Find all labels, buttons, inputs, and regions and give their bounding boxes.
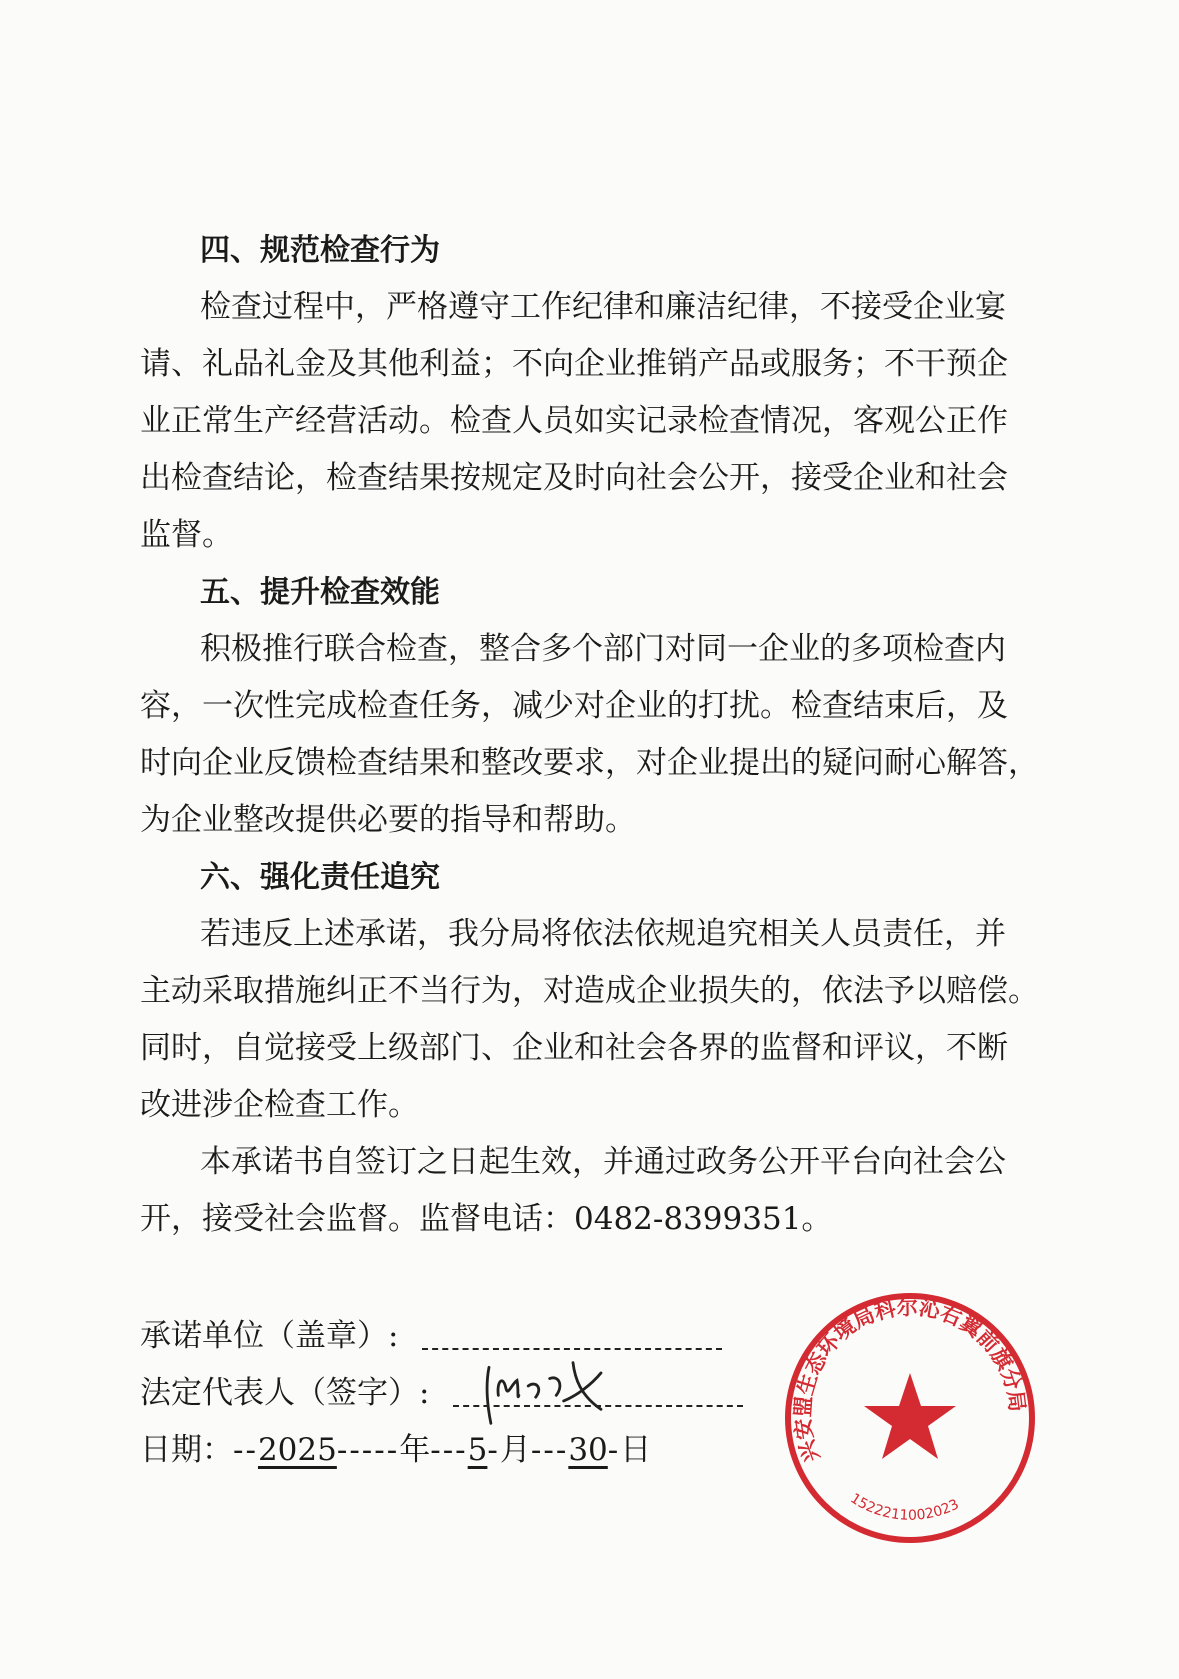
paragraph-line: 改进涉企检查工作。 — [140, 1087, 419, 1123]
section-heading: 四、规范检查行为 — [200, 233, 440, 268]
signature-block — [140, 1295, 1055, 1559]
seal-text: 兴安盟生态环境局科尔沁右翼前旗分局 — [790, 1295, 1030, 1465]
paragraph-line: 若违反上述承诺，我分局将依法依规追究相关人员责任，并 — [200, 916, 1006, 952]
handwritten-signature — [470, 1358, 620, 1428]
date-dash: - — [487, 1432, 500, 1468]
year-suffix: 年 — [399, 1432, 431, 1468]
date-dash: -- — [233, 1432, 258, 1468]
svg-text:1522211002023 — [847, 1491, 961, 1524]
day-suffix: 日 — [620, 1432, 652, 1468]
date-dash: ----- — [336, 1432, 400, 1468]
date-day: 30 — [568, 1432, 608, 1468]
date-year: 2025 — [257, 1432, 337, 1468]
seal-line — [422, 1326, 722, 1350]
date-dash: - — [607, 1432, 621, 1468]
date-dash: --- — [430, 1432, 468, 1468]
paragraph-line: 监督。 — [140, 517, 233, 553]
star-icon — [864, 1373, 956, 1459]
date-month: 5 — [467, 1432, 488, 1468]
date-dash: --- — [530, 1432, 569, 1468]
paragraph-line: 容，一次性完成检查任务，减少对企业的打扰。检查结束后，及 — [140, 688, 1008, 724]
paragraph-line: 时向企业反馈检查结果和整改要求，对企业提出的疑问耐心解答， — [140, 745, 1039, 781]
paragraph-line: 检查过程中，严格遵守工作纪律和廉洁纪律，不接受企业宴 — [200, 289, 1006, 325]
paragraph-line: 同时，自觉接受上级部门、企业和社会各界的监督和评议，不断 — [140, 1030, 1008, 1066]
paragraph-line: 业正常生产经营活动。检查人员如实记录检查情况，客观公正作 — [140, 403, 1008, 439]
section-heading: 五、提升检查效能 — [200, 575, 440, 610]
paragraph-line: 出检查结论，检查结果按规定及时向社会公开，接受企业和社会 — [140, 460, 1008, 496]
paragraph-line: 请、礼品礼金及其他利益；不向企业推销产品或服务；不干预企 — [140, 346, 1008, 382]
paragraph-line: 主动采取措施纠正不当行为，对造成企业损失的，依法予以赔偿。 — [140, 973, 1039, 1009]
paragraph-line: 开，接受社会监督。监督电话：0482-8399351。 — [140, 1201, 833, 1237]
paragraph-line: 本承诺书自签订之日起生效，并通过政务公开平台向社会公 — [200, 1144, 1006, 1180]
paragraph-line: 为企业整改提供必要的指导和帮助。 — [140, 802, 636, 838]
paragraph-line: 积极推行联合检查，整合多个部门对同一企业的多项检查内 — [200, 631, 1006, 667]
seal-code: 1522211002023 — [847, 1490, 962, 1524]
month-suffix: 月 — [499, 1432, 531, 1468]
commitment-unit-label: 承诺单位（盖章）: — [140, 1318, 399, 1354]
official-seal — [780, 1288, 1040, 1548]
section-heading: 六、强化责任追究 — [200, 860, 440, 895]
date-label: 日期： — [140, 1432, 233, 1468]
document-body — [140, 0, 1055, 1248]
legal-representative-label: 法定代表人（签字）: — [140, 1375, 430, 1411]
